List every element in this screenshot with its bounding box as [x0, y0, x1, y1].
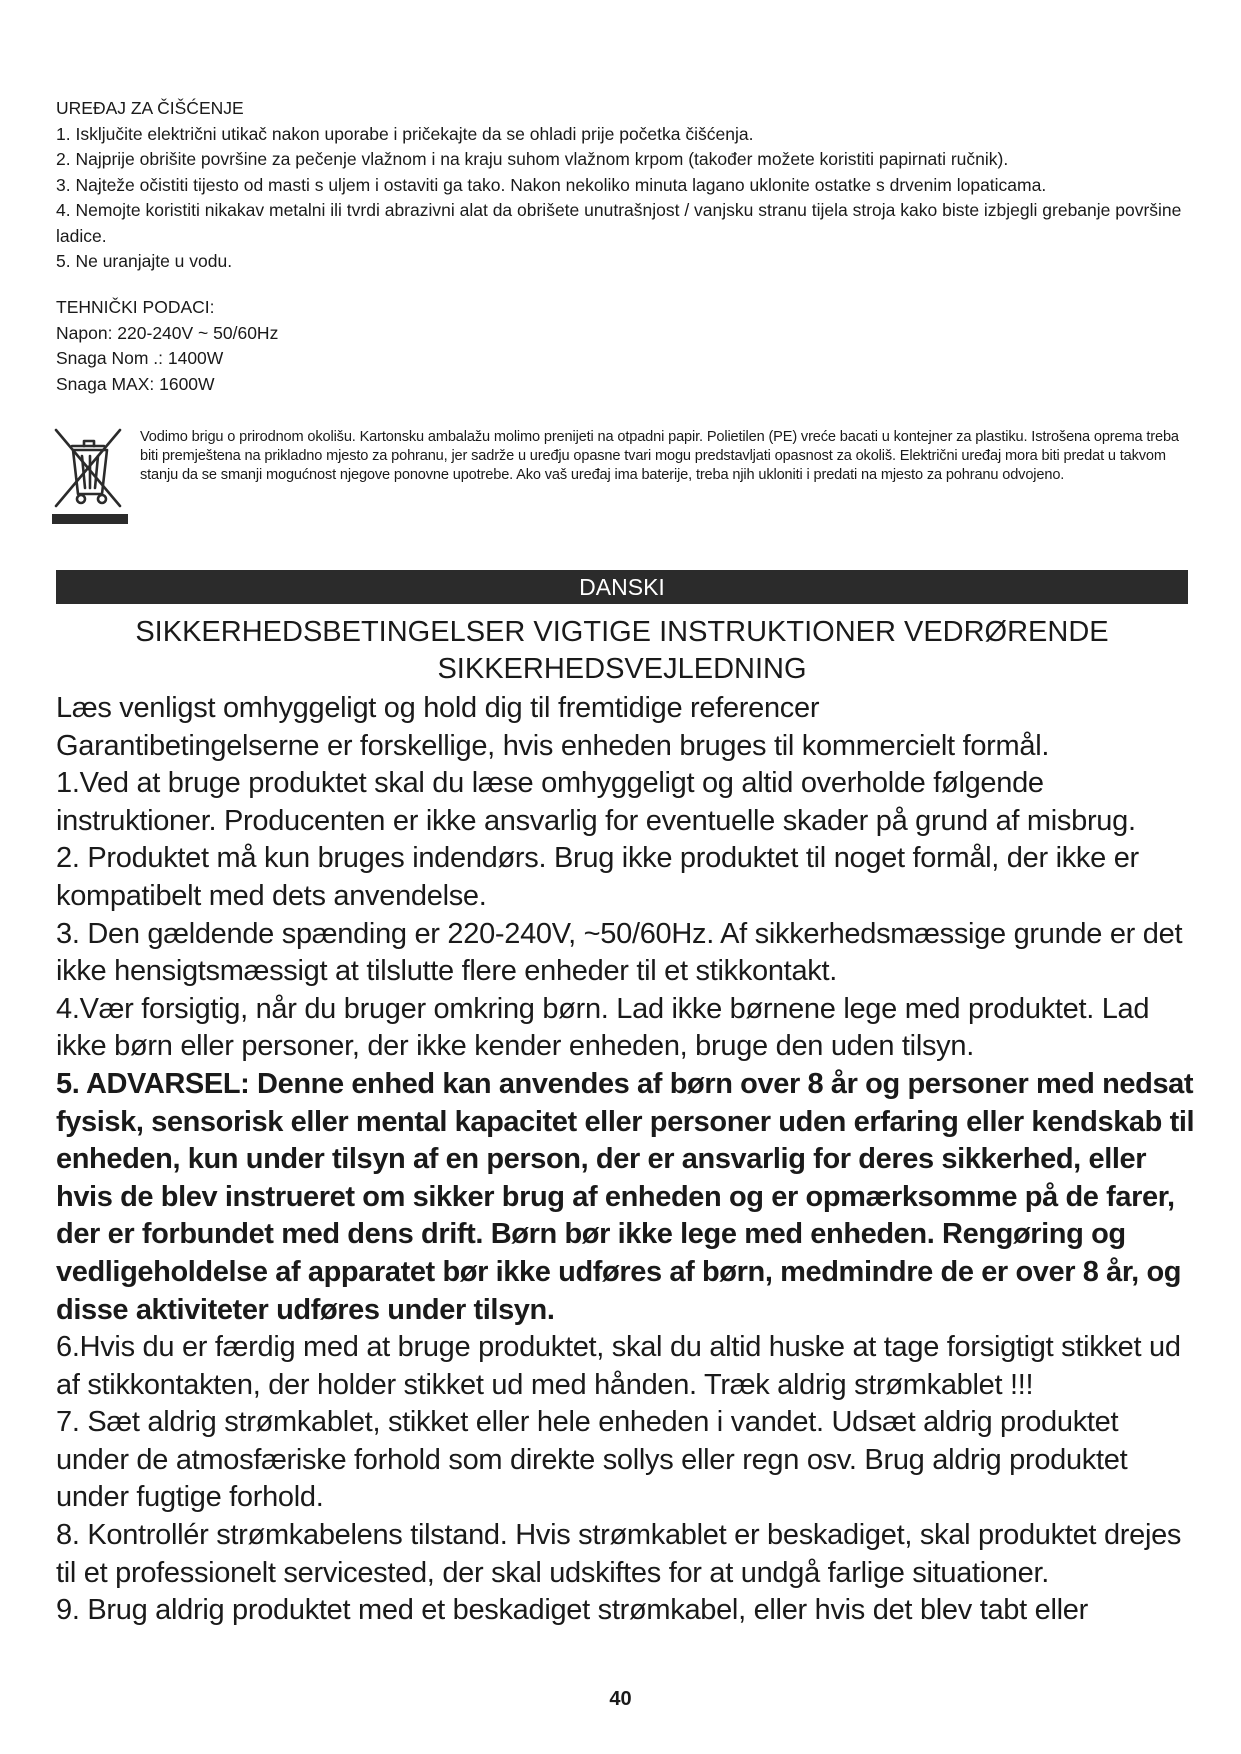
- instruction-item: 9. Brug aldrig produktet med et beskadiget strømkabel, eller hvis det blev tabt eller: [56, 1594, 1088, 1627]
- crossed-out-bin-icon: [52, 428, 128, 524]
- technical-data-section: [56, 295, 656, 397]
- cleaning-item: 5. Ne uranjajte u vodu.: [56, 251, 233, 271]
- language-section-bar: DANSKI: [56, 570, 1188, 604]
- cleaning-item: 1. Isključite električni utikač nakon uporabe i pričekajte da se ohladi prije početka čišćenja.: [56, 123, 754, 144]
- technical-line: Snaga MAX: 1600W: [56, 373, 215, 394]
- instruction-item: 2. Produktet må kun bruges indendørs. Brug ikke produktet til noget formål, der ikke er kompatibelt med dets anvendelse.: [56, 842, 1139, 912]
- technical-line: Napon: 220-240V ~ 50/60Hz: [56, 322, 279, 343]
- cleaning-item: 2. Najprije obrišite površine za pečenje vlažnom i na kraju suhom vlažnom krpom (također možete koristiti papirnati ručnik).: [56, 149, 1009, 169]
- technical-line: Snaga Nom .: 1400W: [56, 348, 224, 368]
- cleaning-item: 3. Najteže očistiti tijesto od masti s uljem i ostaviti ga tako. Nakon nekoliko minuta lagano uklonite ostatke s drvenim lopaticama.: [56, 174, 1047, 195]
- danish-instructions: [56, 690, 1196, 1630]
- instruction-item: 3. Den gældende spænding er 220-240V, ~50/60Hz. Af sikkerhedsmæssige grunde er det ikke hensigtsmæssigt at tilslutte flere enheder til et stikkontakt.: [56, 917, 1183, 988]
- cleaning-section: [56, 96, 1186, 275]
- instruction-item: 7. Sæt aldrig strømkablet, stikket eller hele enheden i vandet. Udsæt aldrig produktet under de atmosfæriske forhold som direkte sollys eller regn osv. Brug aldrig produktet under fugtige forhold.: [56, 1406, 1128, 1514]
- instruction-item: 6.Hvis du er færdig med at bruge produktet, skal du altid huske at tage forsigtigt stikket ud af stikkontakten, der holder stikket ud med hånden. Træk aldrig strømkablet !!!: [56, 1331, 1181, 1401]
- page-title: SIKKERHEDSBETINGELSER VIGTIGE INSTRUKTIONER VEDRØRENDE SIKKERHEDSVEJLEDNING: [135, 616, 1109, 685]
- cleaning-item: 4. Nemojte koristiti nikakav metalni ili tvrdi abrazivni alat da obrišete unutrašnjost / vanjsku stranu tijela stroja kako biste izbjegli grebanje površine ladice.: [56, 200, 1182, 246]
- cleaning-heading: UREĐAJ ZA ČIŠĆENJE: [56, 98, 244, 118]
- warning-item: 5. ADVARSEL: Denne enhed kan anvendes af børn over 8 år og personer med nedsat fysisk, sensorisk eller mental kapacitet eller personer uden erfaring eller kendskab til enheden, kun under tilsyn af en person, der er ansvarlig for deres sikkerhed, eller hvis de blev instrueret om sikker brug af enheden og er opmærksomme på de farer, der er forbundet med dens drift. Børn bør ikke lege med enheden. Rengøring og vedligeholdelse af apparatet bør ikke udføres af børn, medmindre de er over 8 år, og disse aktiviteter udføres under tilsyn.: [56, 1067, 1195, 1326]
- technical-heading: TEHNIČKI PODACI:: [56, 297, 215, 317]
- instruction-item: 4.Vær forsigtig, når du bruger omkring børn. Lad ikke børnene lege med produktet. Lad ikke børn eller personer, der ikke kender enheden, bruge den uden tilsyn.: [56, 992, 1150, 1063]
- instruction-item: 1.Ved at bruge produktet skal du læse omhyggeligt og altid overholde følgende instruktioner. Producenten er ikke ansvarlig for eventuelle skader på grund af misbrug.: [56, 767, 1136, 837]
- intro-line: Garantibetingelserne er forskellige, hvis enheden bruges til kommercielt formål.: [56, 729, 1050, 762]
- environment-notice: Vodimo brigu o prirodnom okolišu. Kartonsku ambalažu molimo prenijeti na otpadni papir. Polietilen (PE) vreće bacati u kontejner za plastiku. Istrošena oprema treba biti premještena na prikladno mjesto za pohranu, jer sadrže u uređju opasne tvari mogu predstavljati opasnost za okoliš. Električni uređaj mora biti predat u takvom stanju da se smanji mogućnost njegove ponovne upotrebe. Ako vaš uređaj ima baterije, treba njih ukloniti i predati na mjesto za pohranu odvojeno.: [140, 429, 1179, 483]
- instruction-item: 8. Kontrollér strømkabelens tilstand. Hvis strømkablet er beskadiget, skal produktet drejes til et professionelt servicested, der skal udskiftes for at undgå farlige situationer.: [56, 1519, 1182, 1589]
- page-number: 40: [609, 1688, 632, 1710]
- intro-line: Læs venligst omhyggeligt og hold dig til fremtidige referencer: [56, 692, 820, 724]
